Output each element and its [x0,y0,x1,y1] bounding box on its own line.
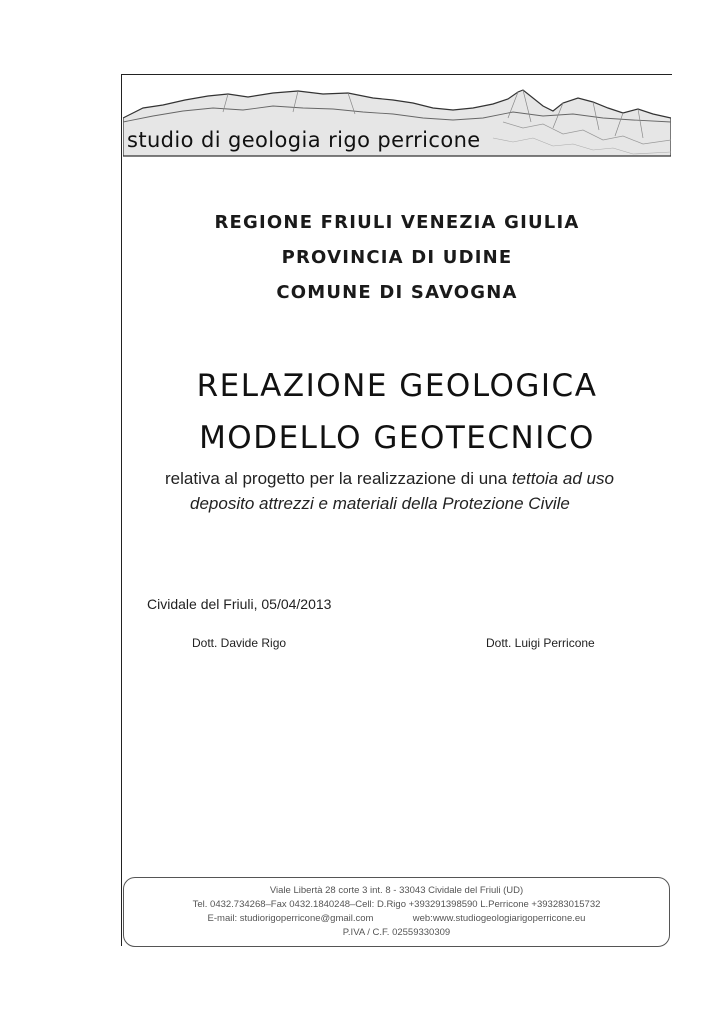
region-header [122,208,672,308]
document-title-line1: RELAZIONE GEOLOGICA [196,368,598,404]
footer-website: web:www.studiogeologiarigoperricone.eu [412,913,586,924]
project-description-text: relativa al progetto per la realizzazione di una [165,469,508,488]
footer-contact-box [123,877,670,947]
page-frame-left-border [121,74,122,946]
studio-logo-text: studio di geologia rigo perricone [127,128,481,152]
footer-email-web-row [124,913,669,924]
project-description-italic-part1: tettoia ad uso [511,469,614,488]
footer-email: E-mail: studiorigoperricone@gmail.com [207,913,374,924]
signatory-left: Dott. Davide Rigo [192,636,287,650]
footer-phones: Tel. 0432.734268–Fax 0432.1840248–Cell: D.Rigo +393291398590 L.Perricone +393283015732 [192,899,601,910]
project-description-line2 [190,494,570,514]
place-and-date: Cividale del Friuli, 05/04/2013 [147,596,332,612]
province-name: PROVINCIA DI UDINE [281,247,513,268]
region-name: REGIONE FRIULI VENEZIA GIULIA [214,212,580,233]
signatory-right: Dott. Luigi Perricone [486,636,595,650]
municipality-name: COMUNE DI SAVOGNA [276,282,518,303]
header-banner [123,78,671,160]
project-description-line1 [165,469,614,489]
page-frame-top-border [121,74,672,75]
document-title-line2: MODELLO GEOTECNICO [199,420,595,456]
footer-vat-number: P.IVA / C.F. 02559330309 [342,927,451,938]
project-description-italic-part2: deposito attrezzi e materiali della Protezione Civile [190,494,570,513]
footer-address: Viale Libertà 28 corte 3 int. 8 - 33043 Cividale del Friuli (UD) [269,885,524,896]
